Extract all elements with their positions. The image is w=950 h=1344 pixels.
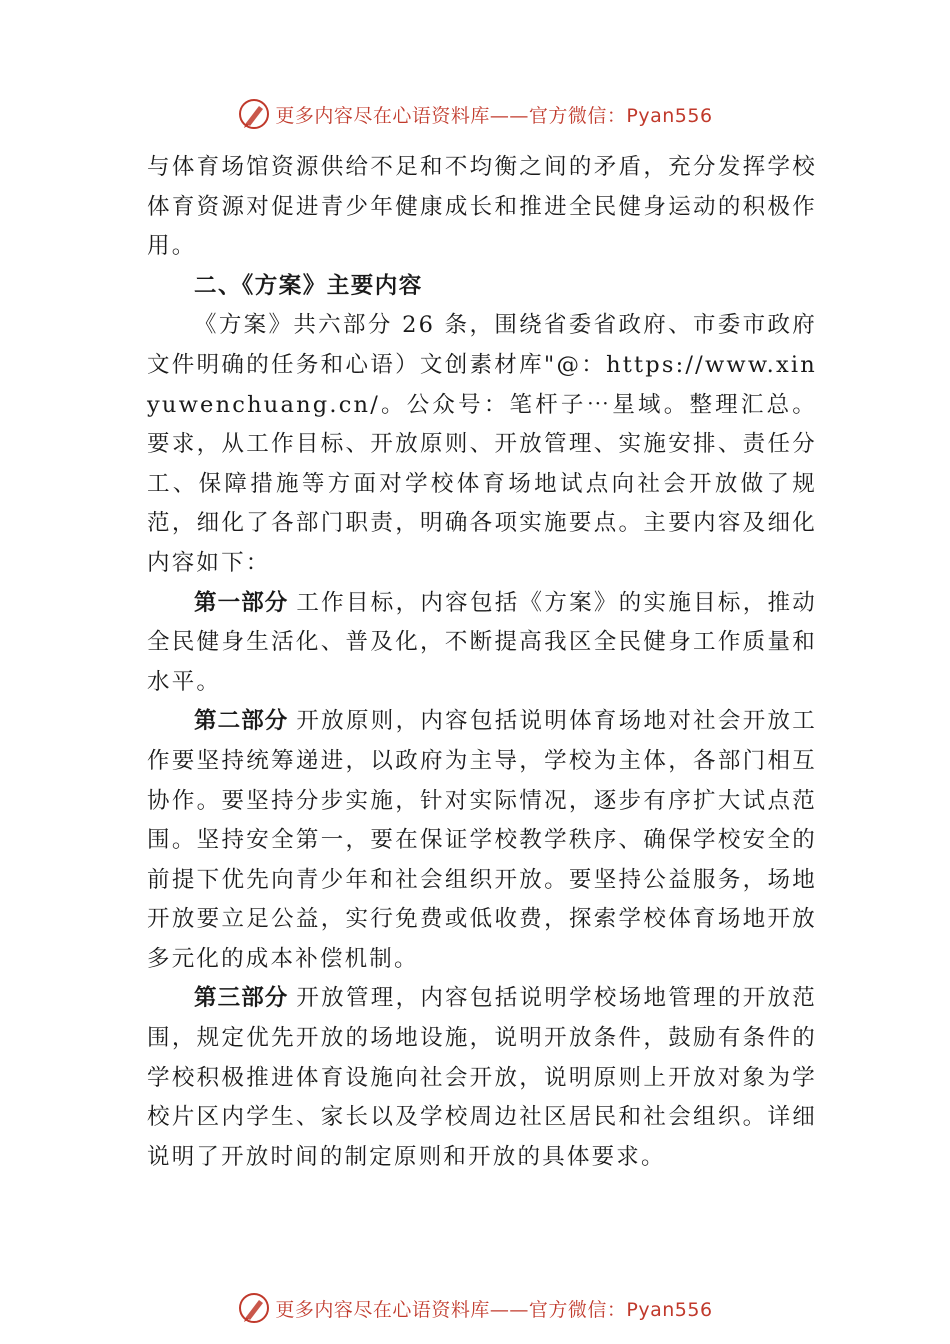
- part1-text: 工作目标，内容包括《方案》的实施目标，推动全民健身生活化、普及化，不断提高我区全民健身工作质量和水平。: [147, 589, 817, 695]
- paragraph-part2: [147, 702, 817, 979]
- document-body: [147, 148, 817, 1177]
- banner-dash: ——: [489, 1298, 529, 1321]
- part3-label: 第三部分: [194, 985, 289, 1012]
- banner-dash: ——: [489, 104, 529, 127]
- pen-logo-icon: [237, 1291, 271, 1325]
- paragraph-intro: 与体育场馆资源供给不足和不均衡之间的矛盾，充分发挥学校体育资源对促进青少年健康成长和推进全民健身运动的积极作用。: [147, 154, 817, 260]
- part2-text: 开放原则，内容包括说明体育场地对社会开放工作要坚持统筹递进，以政府为主导，学校为主体，各部门相互协作。要坚持分步实施，针对实际情况，逐步有序扩大试点范围。坚持安全第一，要在保证学校教学秩序、确保学校安全的前提下优先向青少年和社会组织开放。要坚持公益服务，场地开放要立足公益，实行免费或低收费，探索学校体育场地开放多元化的成本补偿机制。: [147, 708, 817, 972]
- header-banner: [0, 94, 950, 134]
- paragraph-part3: [147, 979, 817, 1177]
- footer-banner: [0, 1288, 950, 1328]
- section-heading: 二、《方案》主要内容: [194, 272, 423, 299]
- banner-text: [275, 101, 712, 128]
- banner-main: 更多内容尽在心语资料库: [275, 104, 490, 127]
- banner-main: 更多内容尽在心语资料库: [275, 1298, 490, 1321]
- part2-label: 第二部分: [194, 708, 289, 735]
- pen-logo-icon: [237, 97, 271, 131]
- part3-text: 开放管理，内容包括说明学校场地管理的开放范围，规定优先开放的场地设施，说明开放条件，鼓励有条件的学校积极推进体育设施向社会开放，说明原则上开放对象为学校片区内学生、家长以及学校周边社区居民和社会组织。详细说明了开放时间的制定原则和开放的具体要求。: [147, 985, 817, 1170]
- banner-wechat: 官方微信：Pyan556: [528, 1298, 713, 1321]
- banner-wechat: 官方微信：Pyan556: [528, 104, 713, 127]
- banner-text: [275, 1295, 712, 1322]
- paragraph-part1: [147, 584, 817, 703]
- paragraph-overview: 《方案》共六部分 26 条，围绕省委省政府、市委市政府文件明确的任务和心语）文创素材库"@：https://www.xinyuwenchuang.cn/。公众号：笔杆子⋯星域。整理汇总。要求，从工作目标、开放原则、开放管理、实施安排、责任分工、保障措施等方面对学校体育场地试点向社会开放做了规范，细化了各部门职责，明确各项实施要点。主要内容及细化内容如下：: [147, 312, 817, 576]
- part1-label: 第一部分: [194, 589, 289, 616]
